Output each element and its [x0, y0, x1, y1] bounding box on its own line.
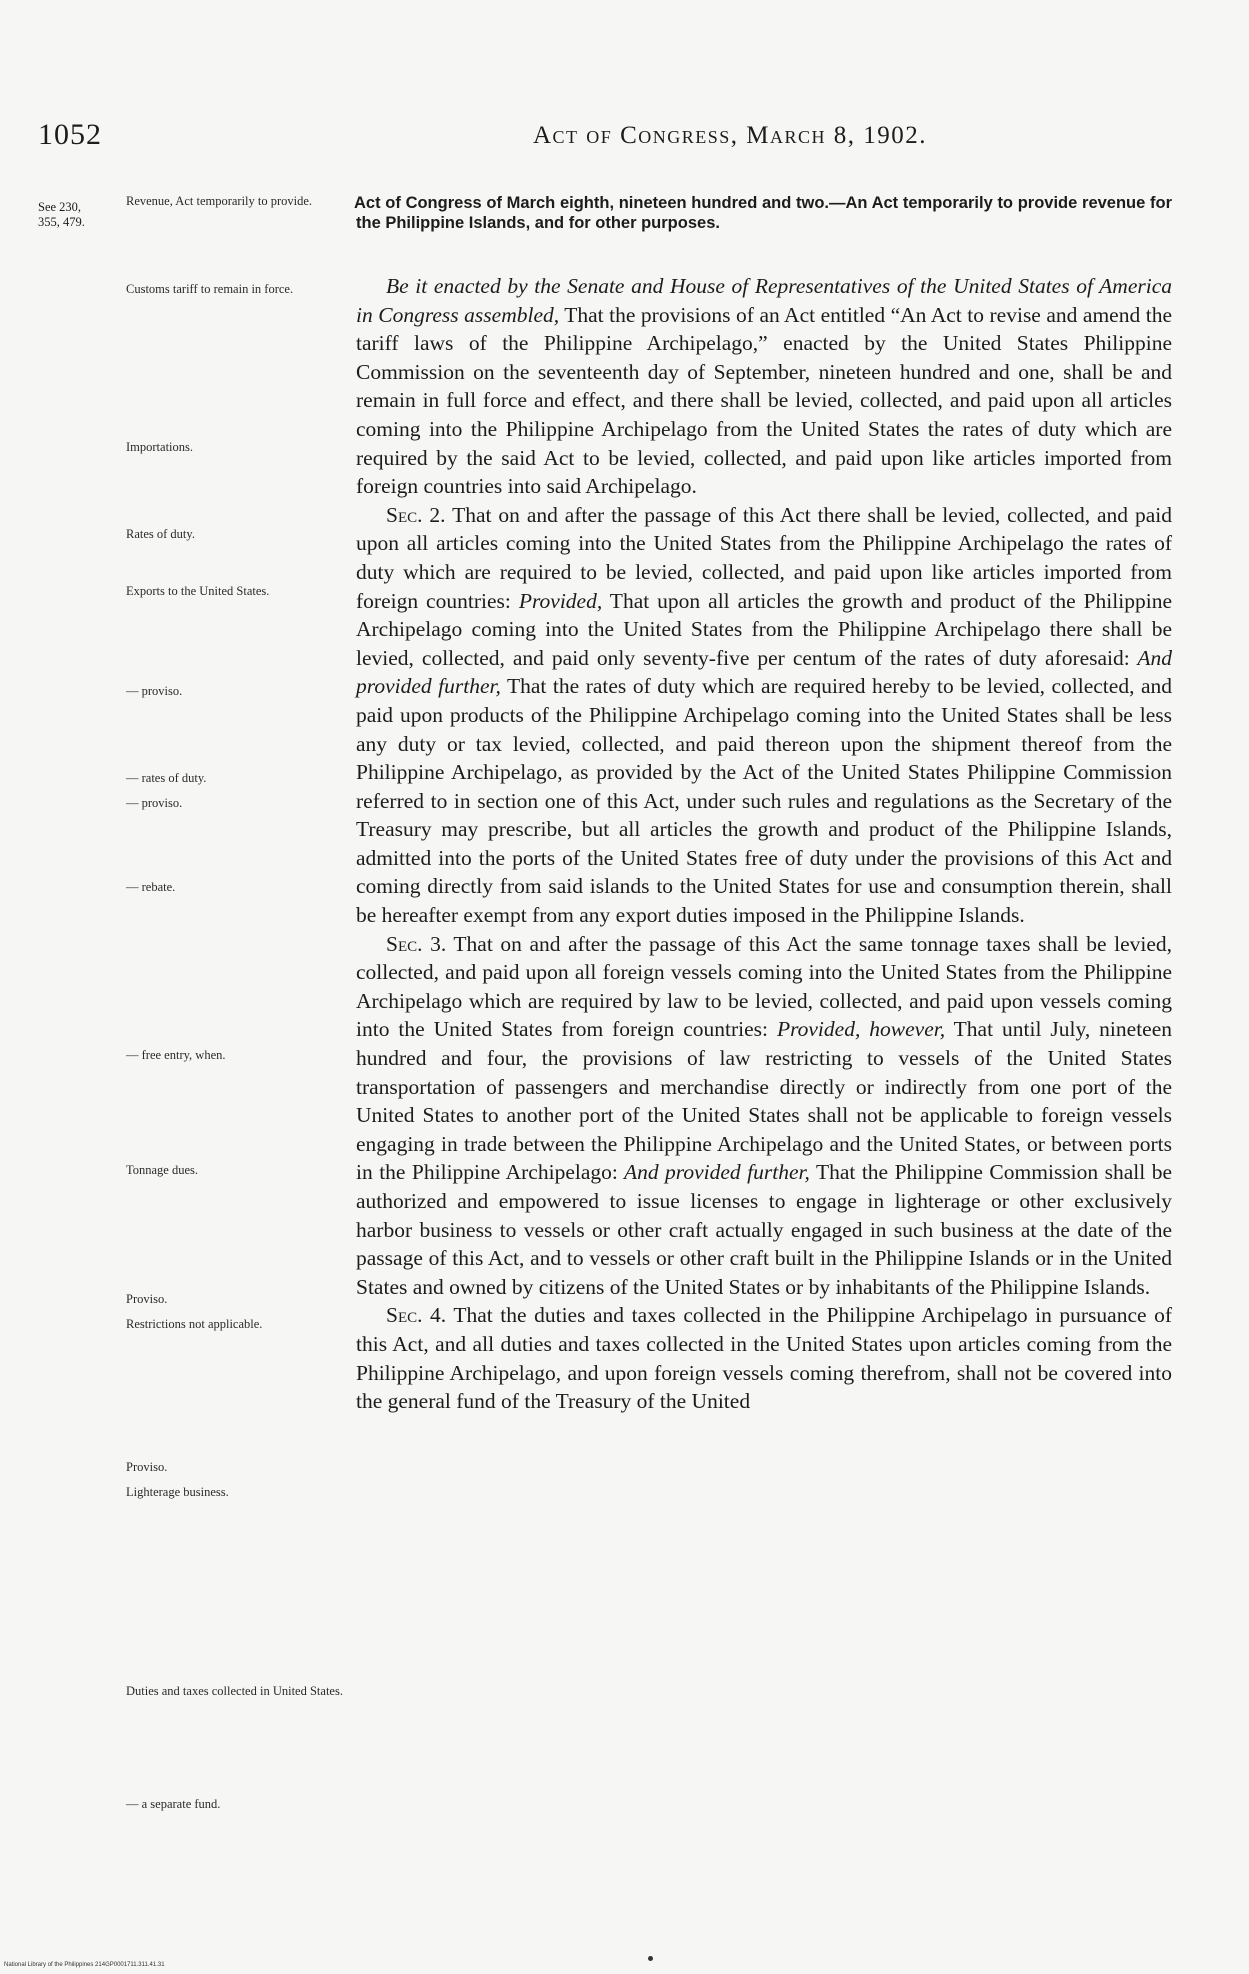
margin-note: Importations. [126, 440, 194, 454]
margin-note: Restrictions not applicable. [126, 1317, 263, 1331]
margin-note: Duties and taxes collected in United States. [126, 1684, 343, 1698]
margin-note: Proviso. [126, 1292, 168, 1306]
act-body [356, 272, 1172, 1416]
library-footer: National Library of the Philippines 214GP0001711.311.41.31 [4, 1962, 165, 1968]
page-header [38, 118, 1188, 168]
page-number: 1052 [38, 118, 102, 151]
section-text: That the rates of duty which are required hereby to be levied, collected, and paid upon products of the Philippine Archipelago coming into the United States shall be less any duty or tax levied, collected, and paid thereon upon the shipment thereof from the Philippine Archipelago, as provided by the Act of the United States Philippine Commission referred to in section one of this Act, under such rules and regulations as the Secretary of the Treasury may prescribe, but all articles the growth and product of the Philippine Islands, admitted into the ports of the United States free of duty under the provisions of this Act and coming directly from said islands to the United States for use and consumption therein, shall be hereafter exempt from any export duties imposed in the Philippine Islands. [356, 674, 1173, 928]
section-2 [356, 501, 1172, 930]
section-label: Sec. 3. [386, 931, 447, 956]
margin-note: Tonnage dues. [126, 1163, 199, 1177]
section-label: Sec. 2. [386, 502, 446, 527]
margin-note: Rates of duty. [126, 527, 195, 541]
section-text: That the duties and taxes collected in the Philippine Archipelago in pursuance of this Act, and all duties and taxes collected in the United States upon articles coming from the Philippine Archipelago, and upon foreign vessels coming therefrom, shall not be covered into the general fund of the Treasury of the United [356, 1303, 1173, 1414]
section-text: That upon all articles the growth and product of the Philippine Archipelago coming into the United States from the Philippine Archipelago there shall be levied, collected, and paid only seventy-five per centum of the rates of duty aforesaid: [356, 588, 1172, 670]
reference-line: 355, 479. [38, 215, 85, 229]
section-text: That on and after the passage of this Act there shall be levied, collected, and paid upon all articles coming into the United States from the Philippine Archipelago the rates of duty which are required to be levied, collected, and paid upon like articles imported from foreign countries: [356, 502, 1172, 613]
proviso-term: And provided further, [356, 645, 1172, 699]
section-label: Sec. 4. [386, 1303, 447, 1328]
margin-note: — rates of duty. [126, 771, 207, 785]
margin-note: Exports to the United States. [126, 584, 270, 598]
cross-references [38, 200, 118, 230]
proviso-term: Provided, however, [767, 1017, 946, 1042]
margin-note: Proviso. [126, 1460, 168, 1474]
scan-mark [648, 1956, 653, 1961]
section-1 [356, 272, 1172, 501]
margin-note: — proviso. [126, 796, 183, 810]
margin-note: — proviso. [126, 684, 183, 698]
section-text: That the Philippine Commission shall be authorized and empowered to issue licenses to engage in lighterage or other exclusively harbor business to vessels or other craft actually engaged in such business at the date of the passage of this Act, and to vessels or other craft built in the Philippine Islands or in the United States and owned by citizens of the United States or by inhabitants of the Philippine Islands. [356, 1160, 1172, 1299]
margin-note: Customs tariff to remain in force. [126, 282, 294, 296]
margin-note: Revenue, Act temporarily to provide. [126, 194, 313, 208]
margin-note: — free entry, when. [126, 1048, 226, 1062]
section-4 [356, 1301, 1172, 1415]
proviso-term: Provided, [510, 588, 603, 613]
margin-note: Lighterage business. [126, 1485, 229, 1499]
proviso-term: And provided further, [617, 1160, 810, 1185]
reference-line: See 230, [38, 200, 82, 214]
act-title: Act of Congress of March eighth, nineteen hundred and two.—An Act temporarily to provide revenue for the Philippine Islands, and for other purposes. [354, 194, 1172, 232]
margin-note: — rebate. [126, 880, 176, 894]
margin-note: — a separate fund. [126, 1797, 221, 1811]
section-3 [356, 930, 1172, 1302]
section-text: That on and after the passage of this Act the same tonnage taxes shall be levied, collected, and paid upon all foreign vessels coming into the United States from the Philippine Archipelago which are required by law to be levied, collected, and paid upon vessels coming into the United States from foreign countries: [356, 931, 1173, 1042]
enacting-clause: Be it enacted by the Senate and House of Representatives of the United States of America in Congress assembled, [356, 274, 1172, 327]
section-text: That the provisions of an Act entitled “An Act to revise and amend the tariff laws of the Philippine Archipelago,” enacted by the United States Philippine Commission on the seventeenth day of September, nineteen hundred and one, shall be and remain in full force and effect, and there shall be levied, collected, and paid upon all articles coming into the Philippine Archipelago from the United States the rates of duty which are required by the said Act to be levied, collected, and paid upon like articles imported from foreign countries into said Archipelago. [356, 302, 1172, 499]
running-head: Act of Congress, March 8, 1902. [533, 122, 927, 149]
section-text: That until July, nineteen hundred and four, the provisions of law restricting to vessels of the United States transportation of passengers and merchandise directly or indirectly from one port of the United States to another port of the United States shall not be applicable to foreign vessels engaging in trade between the Philippine Archipelago and the United States, or between ports in the Philippine Archipelago: [356, 1017, 1173, 1185]
